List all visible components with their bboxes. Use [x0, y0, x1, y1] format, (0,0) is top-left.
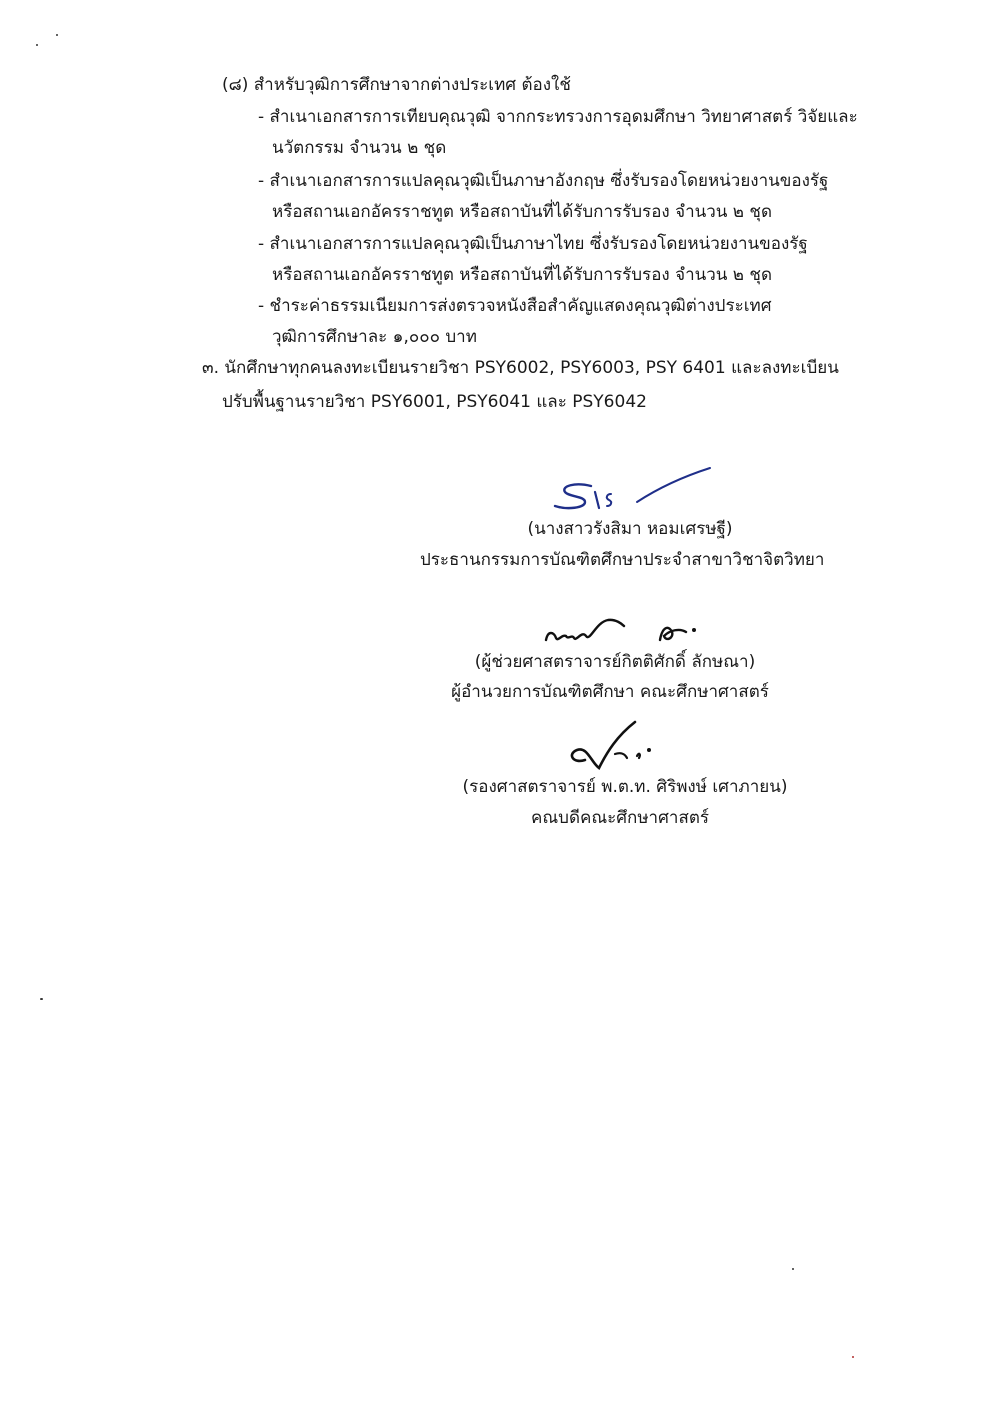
- signatory-position: ประธานกรรมการบัณฑิตศึกษาประจำสาขาวิชาจิตวิทยา: [420, 550, 825, 570]
- item-3-line1: ๓. นักศึกษาทุกคนลงทะเบียนรายวิชา PSY6002, PSY6003, PSY 6401 และลงทะเบียน: [202, 358, 839, 378]
- signature-1-image: [545, 462, 720, 522]
- signatory-position: คณบดีคณะศึกษาศาสตร์: [531, 808, 709, 828]
- list-item-line2: วุฒิการศึกษาละ ๑,๐๐๐ บาท: [272, 327, 477, 347]
- list-item-line1: - สำเนาเอกสารการเทียบคุณวุฒิ จากกระทรวงการอุดมศึกษา วิทยาศาสตร์ วิจัยและ: [258, 107, 858, 127]
- signatory-position: ผู้อำนวยการบัณฑิตศึกษา คณะศึกษาศาสตร์: [451, 682, 769, 702]
- scan-speck: [852, 1356, 854, 1358]
- scan-speck: [792, 1268, 794, 1270]
- signatory-name: (นางสาวรังสิมา หอมเศรษฐี): [527, 519, 733, 539]
- list-item-line1: - ชำระค่าธรรมเนียมการส่งตรวจหนังสือสำคัญแสดงคุณวุฒิต่างประเทศ: [258, 296, 772, 316]
- signatory-name: (ผู้ช่วยศาสตราจารย์กิตติศักดิ์ ลักษณา): [474, 652, 756, 672]
- scan-speck: [56, 34, 58, 36]
- list-item-line2: หรือสถานเอกอัครราชทูต หรือสถาบันที่ได้รับการรับรอง จำนวน ๒ ชุด: [272, 265, 772, 285]
- item-3-line2: ปรับพื้นฐานรายวิชา PSY6001, PSY6041 และ PSY6042: [222, 392, 647, 412]
- list-item-line2: หรือสถานเอกอัครราชทูต หรือสถาบันที่ได้รับการรับรอง จำนวน ๒ ชุด: [272, 202, 772, 222]
- list-item-line1: - สำเนาเอกสารการแปลคุณวุฒิเป็นภาษาไทย ซึ่งรับรองโดยหน่วยงานของรัฐ: [258, 234, 808, 254]
- signature-3-image: [555, 712, 665, 782]
- signatory-name: (รองศาสตราจารย์ พ.ต.ท. ศิริพงษ์ เศาภายน): [462, 777, 788, 797]
- signature-2-image: [540, 612, 720, 648]
- list-item-line2: นวัตกรรม จำนวน ๒ ชุด: [272, 138, 447, 158]
- scan-speck: [40, 998, 43, 1000]
- scan-speck: [36, 44, 38, 46]
- list-item-line1: - สำเนาเอกสารการแปลคุณวุฒิเป็นภาษาอังกฤษ ซึ่งรับรองโดยหน่วยงานของรัฐ: [258, 171, 829, 191]
- section-8-heading: (๘) สำหรับวุฒิการศึกษาจากต่างประเทศ ต้องใช้: [222, 75, 571, 95]
